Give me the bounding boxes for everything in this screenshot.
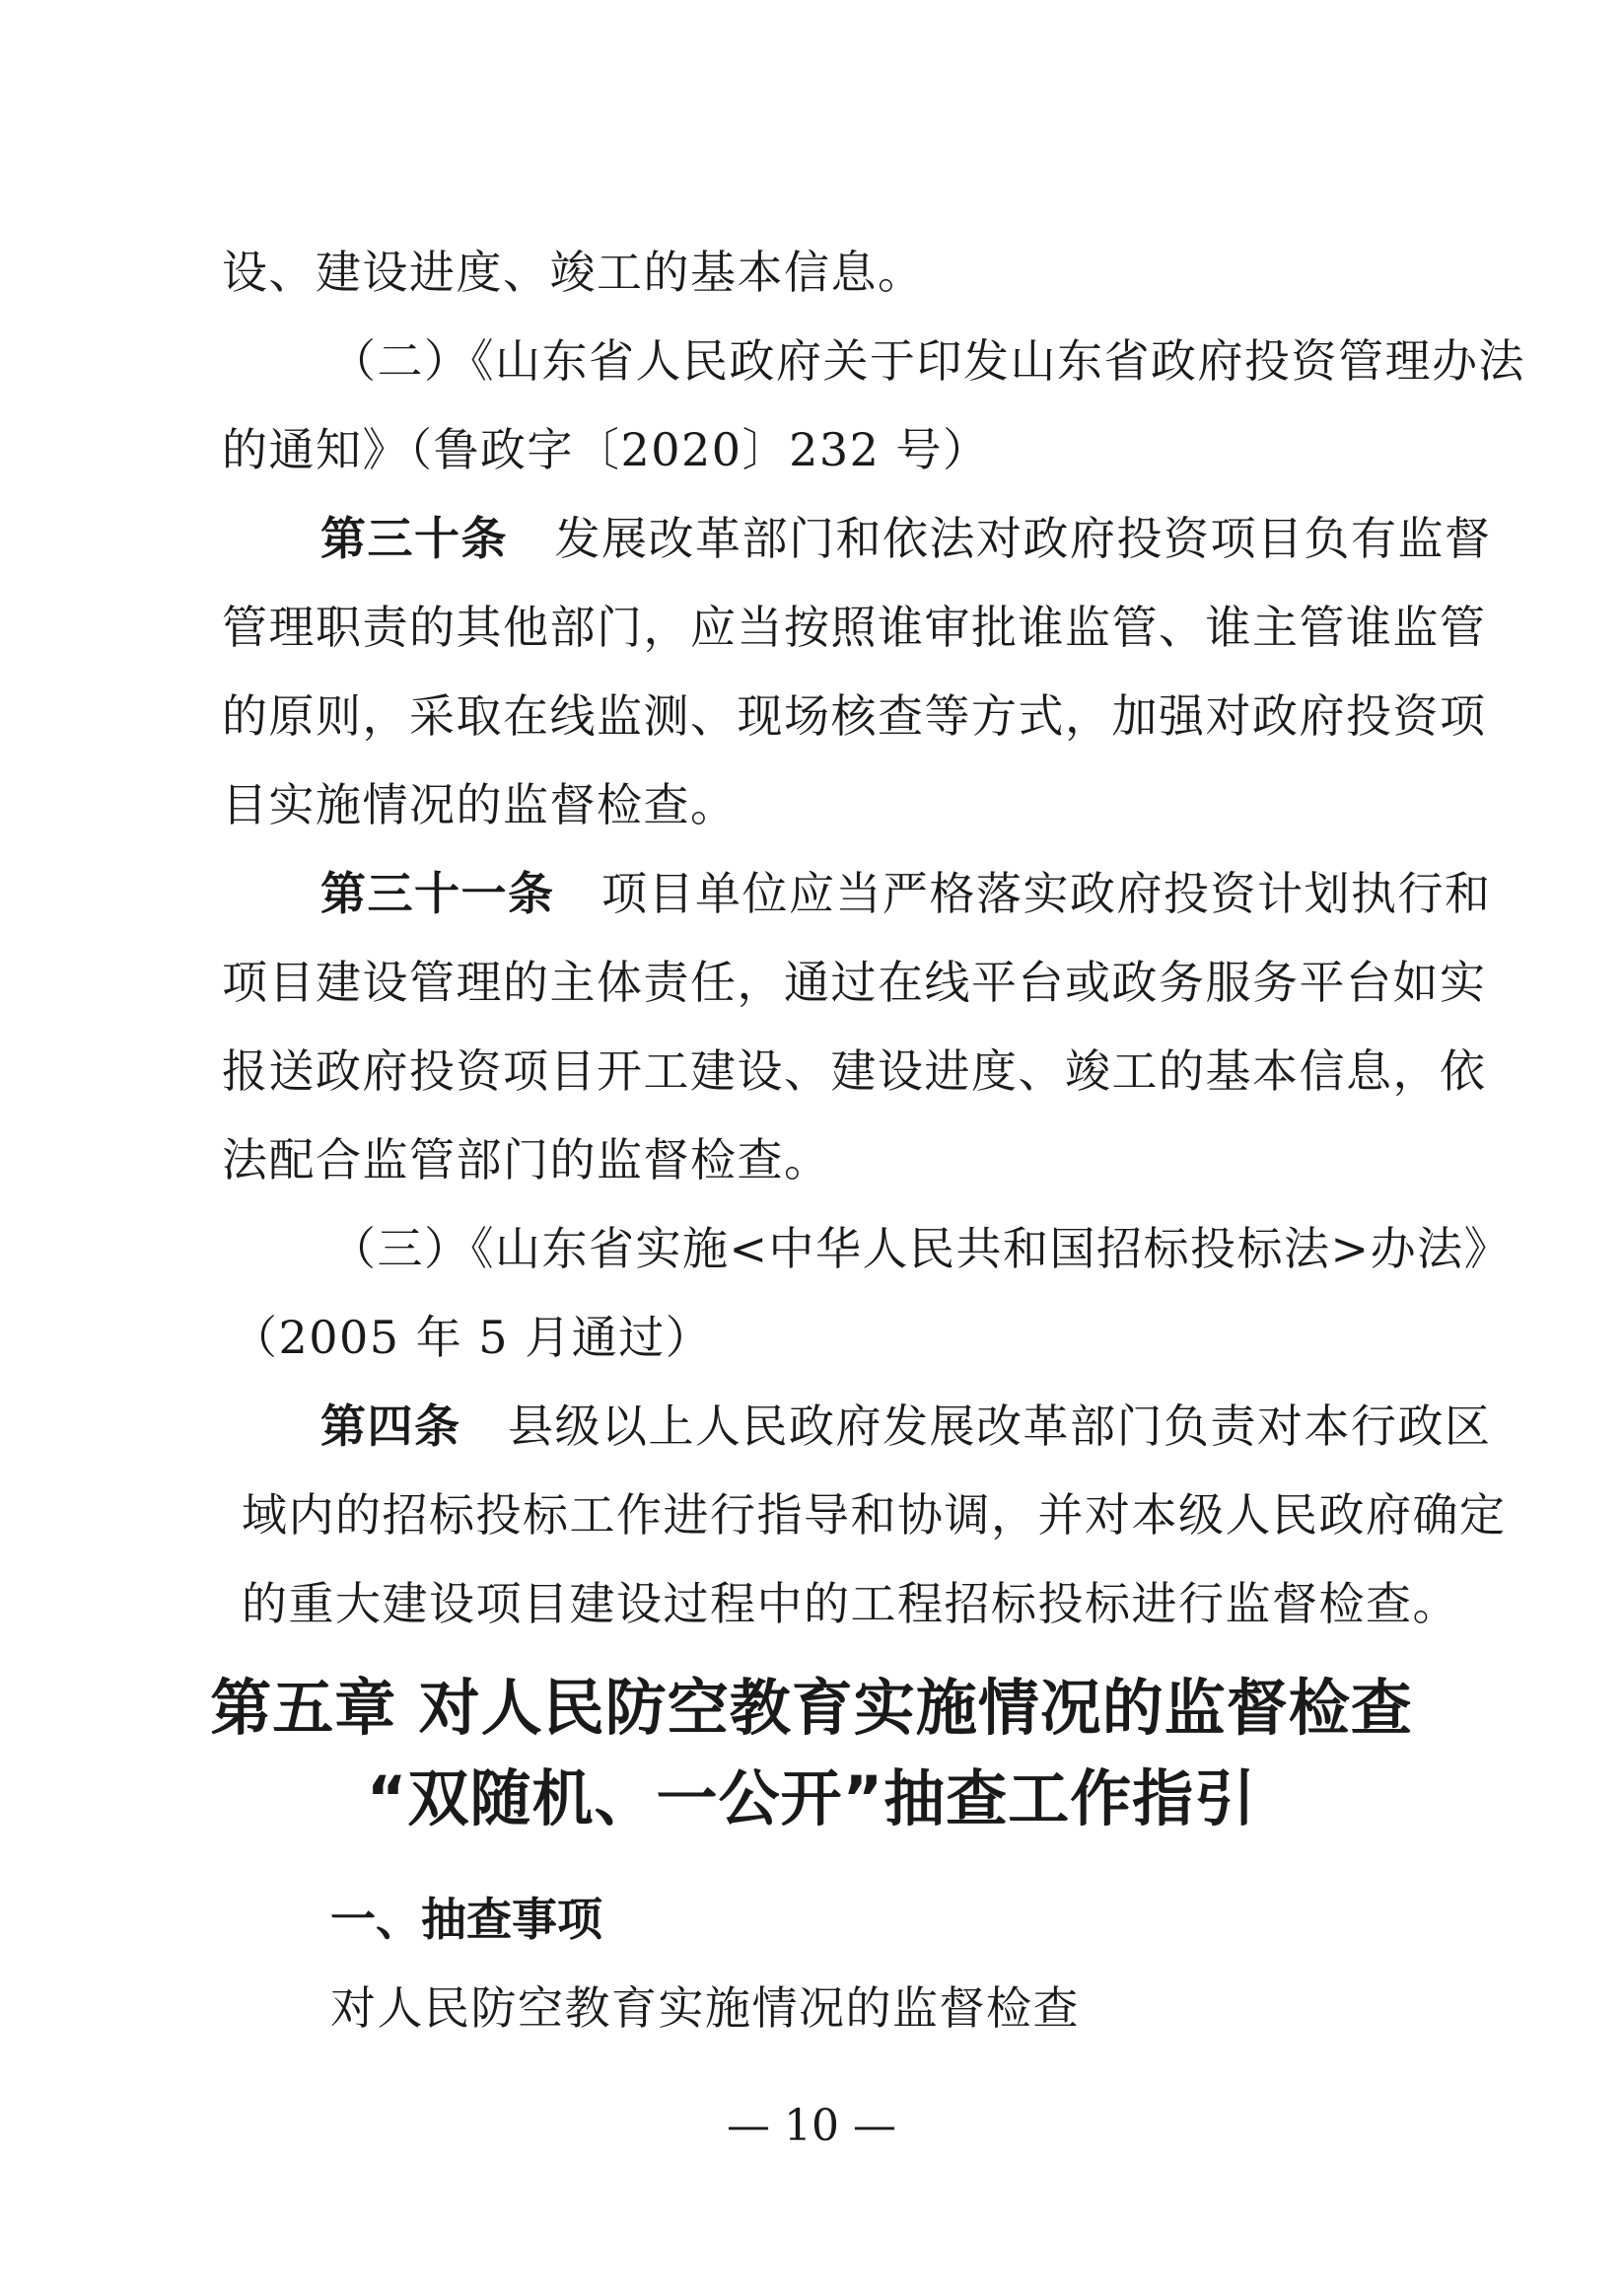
article-label: 第三十条 (320, 512, 508, 565)
section-heading: 一、抽查事项 (330, 1893, 602, 1946)
paragraph-line: 报送政府投资项目开工建设、建设进度、竣工的基本信息，依 (222, 1044, 1487, 1098)
page-number: — 10 — (727, 2101, 896, 2151)
paragraph-line: 的通知》（鲁政字〔2020〕232 号） (222, 423, 990, 476)
article-label: 第三十一条 (320, 867, 555, 920)
article-label: 第四条 (320, 1399, 461, 1453)
article-30-line: 第三十条 发展改革部门和依法对政府投资项目负有监督 (320, 512, 1492, 565)
paragraph-line: 法配合监管部门的监督检查。 (222, 1133, 831, 1186)
paragraph-line: 域内的招标投标工作进行指导和协调，并对本级人民政府确定 (242, 1488, 1507, 1542)
paragraph-line: 的重大建设项目建设过程中的工程招标投标进行监督检查。 (242, 1577, 1459, 1630)
paragraph-line: 管理职责的其他部门，应当按照谁审批谁监管、谁主管谁监管 (222, 601, 1487, 654)
paragraph-line: （二）《山东省人民政府关于印发山东省政府投资管理办法 (330, 334, 1525, 388)
paragraph-line: 目实施情况的监督检查。 (222, 778, 738, 831)
chapter-title-line-1: 第五章 对人民防空教育实施情况的监督检查 (210, 1672, 1413, 1744)
section-body: 对人民防空教育实施情况的监督检查 (330, 1981, 1080, 2035)
paragraph-line: （2005 年 5 月通过） (232, 1311, 713, 1364)
article-31-line: 第三十一条 项目单位应当严格落实政府投资计划执行和 (320, 867, 1492, 920)
paragraph-line: 的原则，采取在线监测、现场核查等方式，加强对政府投资项 (222, 689, 1487, 743)
article-4-line: 第四条 县级以上人民政府发展改革部门负责对本行政区 (320, 1399, 1492, 1453)
paragraph-line: （三）《山东省实施<中华人民共和国招标投标法>办法》 (330, 1222, 1512, 1275)
paragraph-line: 设、建设进度、竣工的基本信息。 (222, 246, 925, 299)
paragraph-line: 项目建设管理的主体责任，通过在线平台或政务服务平台如实 (222, 956, 1487, 1009)
chapter-title-line-2: “双随机、一公开”抽查工作指引 (366, 1762, 1257, 1834)
